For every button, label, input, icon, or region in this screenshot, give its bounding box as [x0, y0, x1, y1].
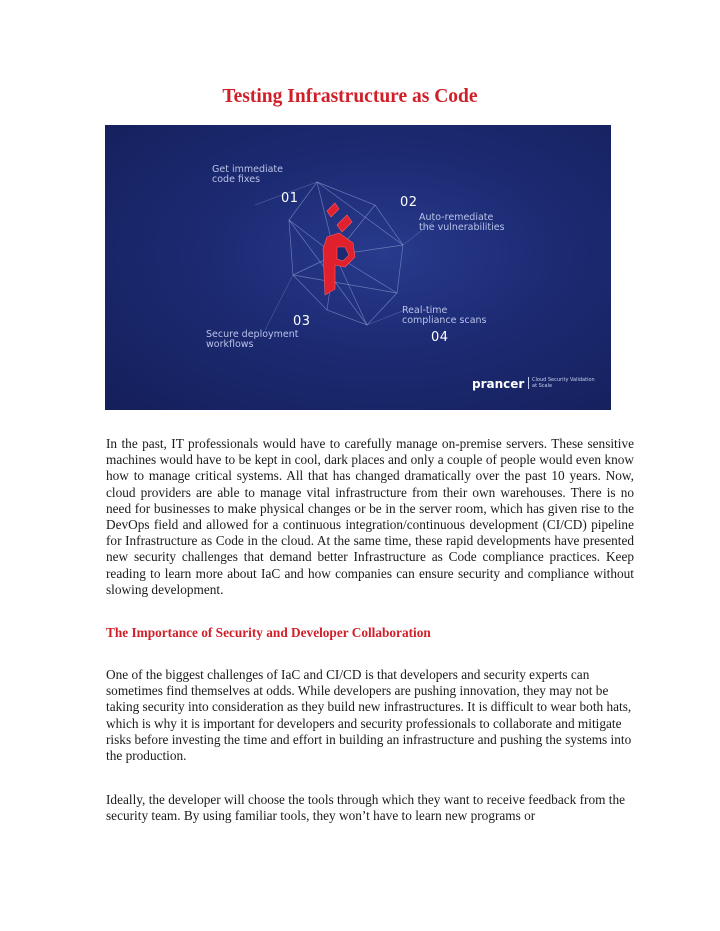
- page-title: Testing Infrastructure as Code: [222, 86, 478, 107]
- label-03: Secure deployment workflows: [206, 329, 299, 350]
- number-03: 03: [293, 314, 311, 329]
- polyhedron-graphic: [105, 125, 611, 410]
- label-04: Real-time compliance scans: [402, 305, 487, 326]
- logo-mark: [323, 203, 355, 295]
- intro-paragraph: In the past, IT professionals would have to carefully manage on-premise servers. These sensitive machines would have to be kept in cool, dark places and only a couple of people would even know how to manage critical systems. All that has changed dramatically over the past 10 years. Now, cloud providers are able to manage vital infrastructure from their own warehouses. There is no need for businesses to make physical changes or be in the server room, which has given rise to the DevOps field and allowed for a continuous integration/continuous development (CI/CD) pipeline for Infrastructure as Code in the cloud. At the same time, these rapid developments have presented new security challenges that demand better Infrastructure as Code compliance practices. Keep reading to learn more about IaC and how companies can ensure security and compliance without slowing development.: [106, 436, 634, 597]
- number-01: 01: [281, 191, 299, 206]
- section-heading: The Importance of Security and Developer Collaboration: [106, 625, 431, 640]
- brand-tagline: Cloud Security Validation at Scale: [528, 377, 595, 389]
- label-01: Get immediate code fixes: [212, 164, 284, 185]
- paragraph-collaboration: One of the biggest challenges of IaC and CI/CD is that developers and security experts can sometimes find themselves at odds. While developers are pushing innovation, they may not be taking security into consideration as they build new infrastructures. It is difficult to wear both hats, which is why it is important for developers and security professionals to collaborate and mitigate risks before investing the time and effort in building an infrastructure and pushing the systems into the production.: [106, 667, 632, 764]
- number-02: 02: [400, 195, 418, 210]
- paragraph-tools: Ideally, the developer will choose the tools through which they want to receive feedback from the security team. By using familiar tools, they won’t have to learn new programs or: [106, 792, 626, 824]
- prancer-logo: prancer: [472, 377, 525, 391]
- hero-image: [105, 125, 611, 410]
- number-04: 04: [431, 330, 449, 345]
- label-02: Auto-remediate the vulnerabilities: [419, 212, 505, 233]
